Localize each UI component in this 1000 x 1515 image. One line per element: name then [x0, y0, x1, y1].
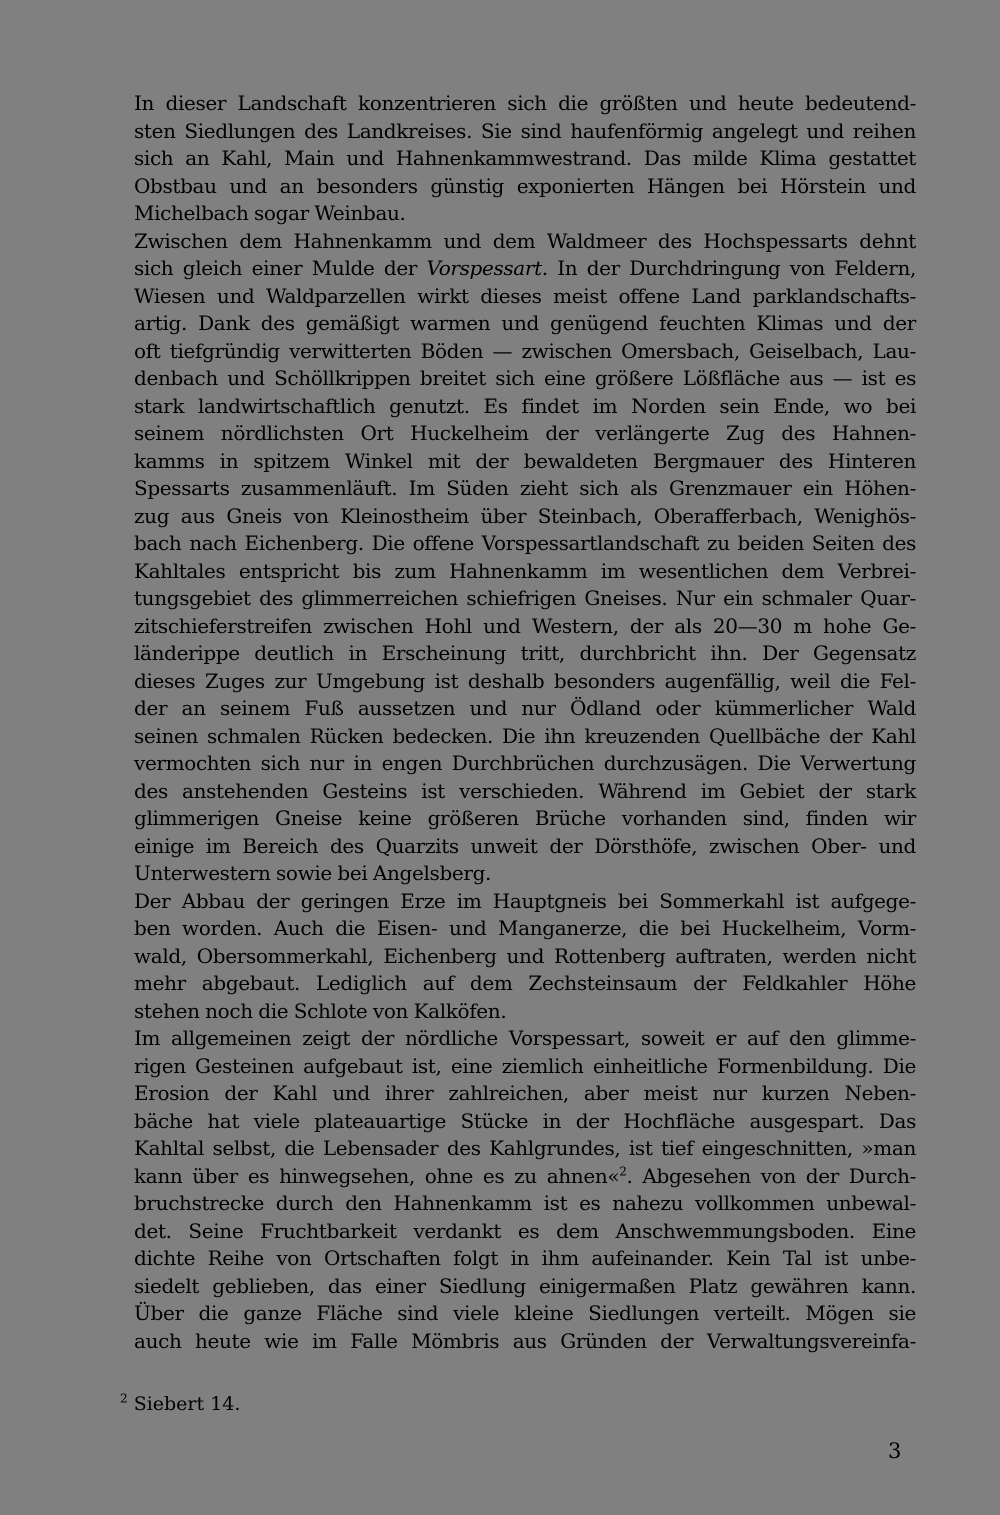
body-text: [134, 90, 916, 1355]
text-line: stark landwirtschaftlich genutzt. Es findet im Norden sein Ende, wo bei: [134, 393, 916, 418]
text-line: Im allgemeinen zeigt der nördliche Vorspessart, soweit er auf den glimme-: [134, 1026, 916, 1050]
text-line: Wiesen und Waldparzellen wirkt dieses meist offene Land parklandschafts-: [134, 283, 916, 308]
text-line: artig. Dank des gemäßigt warmen und genügend feuchten Klimas und der: [134, 311, 916, 335]
text-line: oft tiefgründig verwitterten Böden — zwischen Omersbach, Geiselbach, Lau-: [134, 338, 916, 363]
text-line: seinen schmalen Rücken bedecken. Die ihn kreuzenden Quellbäche der Kahl: [134, 723, 916, 748]
text-line: ben worden. Auch die Eisen- und Manganerze, die bei Huckelheim, Vorm-: [134, 916, 916, 940]
text-line: bruchstrecke durch den Hahnenkamm ist es nahezu vollkommen unbewal-: [134, 1191, 916, 1215]
text-line: des anstehenden Gesteins ist verschieden. Während im Gebiet der stark: [134, 778, 916, 803]
line-segment: sich gleich einer Mulde der: [134, 256, 427, 280]
line-segment: In der Durchdringung von Feldern,: [557, 256, 916, 280]
text-line: einige im Bereich des Quarzits unweit der Dörsthöfe, zwischen Ober- und: [134, 833, 916, 858]
text-line: Michelbach sogar Weinbau.: [134, 201, 406, 225]
text-line: Der Abbau der geringen Erze im Hauptgneis bei Sommerkahl ist aufgege-: [134, 888, 916, 913]
footnote-reference: 2: [619, 1163, 627, 1178]
text-line: bäche hat viele plateauartige Stücke in der Hochfläche ausgespart. Das: [134, 1108, 916, 1133]
text-line: stehen noch die Schlote von Kalköfen.: [134, 998, 507, 1023]
text-line: Kahltales entspricht bis zum Hahnenkamm im wesentlichen dem Verbrei-: [134, 558, 916, 583]
text-line: der an seinem Fuß aussetzen und nur Ödland oder kümmerlicher Wald: [134, 696, 916, 720]
footnote-marker: 2: [120, 1391, 128, 1406]
text-line: tungsgebiet des glimmerreichen schiefrigen Gneises. Nur ein schmaler Quar-: [134, 586, 916, 610]
text-line-with-footnote-ref: [134, 1163, 916, 1191]
page-number: 3: [888, 1439, 902, 1463]
text-line: bach nach Eichenberg. Die offene Vorspessartlandschaft zu beiden Seiten des: [134, 531, 916, 555]
text-line: Kahltal selbst, die Lebensader des Kahlgrundes, ist tief eingeschnitten, »man: [134, 1136, 916, 1160]
text-line: mehr abgebaut. Lediglich auf dem Zechsteinsaum der Feldkahler Höhe: [134, 971, 916, 995]
text-line: Erosion der Kahl und ihrer zahlreichen, aber meist nur kurzen Neben-: [134, 1081, 916, 1105]
text-line: Über die ganze Fläche sind viele kleine Siedlungen verteilt. Mögen sie: [134, 1301, 916, 1325]
text-line: vermochten sich nur in engen Durchbrüchen durchzusägen. Die Verwertung: [134, 751, 916, 775]
text-line: länderippe deutlich in Erscheinung tritt, durchbricht ihn. Der Gegensatz: [134, 641, 916, 665]
text-line: Unterwestern sowie bei Angelsberg.: [134, 861, 492, 885]
text-line: auch heute wie im Falle Mömbris aus Gründen der Verwaltungsvereinfa-: [134, 1328, 916, 1353]
text-line: rigen Gesteinen aufgebaut ist, eine ziemlich einheitliche Formenbildung. Die: [134, 1053, 916, 1078]
text-line: Obstbau und an besonders günstig exponierten Hängen bei Hörstein und: [134, 173, 916, 198]
text-line: det. Seine Fruchtbarkeit verdankt es dem Anschwemmungsboden. Eine: [134, 1218, 916, 1243]
text-line: kamms in spitzem Winkel mit der bewaldeten Bergmauer des Hinteren: [134, 448, 916, 473]
text-line: glimmerigen Gneise keine größeren Brüche vorhanden sind, finden wir: [134, 806, 916, 830]
text-line: sich an Kahl, Main und Hahnenkammwestrand. Das milde Klima gestattet: [134, 146, 916, 170]
text-line: Spessarts zusammenläuft. Im Süden zieht sich als Grenzmauer ein Höhen-: [134, 476, 916, 500]
italic-term: Vorspessart.: [426, 256, 548, 280]
text-line: denbach und Schöllkrippen breitet sich eine größere Lößfläche aus — ist es: [134, 366, 916, 390]
footnote: [120, 1390, 240, 1418]
footnote-text: Siebert 14.: [133, 1393, 241, 1415]
line-segment: kann über es hinwegsehen, ohne es zu ahnen«: [134, 1163, 620, 1188]
text-line: Zwischen dem Hahnenkamm und dem Waldmeer des Hochspessarts dehnt: [134, 228, 916, 253]
text-line: dieses Zuges zur Umgebung ist deshalb besonders augenfällig, weil die Fel-: [134, 668, 916, 693]
text-line: seinem nördlichsten Ort Huckelheim der verlängerte Zug des Hahnen-: [134, 421, 916, 445]
line-segment: . Abgesehen von der Durch-: [626, 1163, 917, 1188]
text-line: siedelt geblieben, das einer Siedlung einigermaßen Platz gewähren kann.: [134, 1273, 916, 1298]
text-line: sten Siedlungen des Landkreises. Sie sind haufenförmig angelegt und reihen: [134, 118, 916, 143]
text-line: zitschieferstreifen zwischen Hohl und Western, der als 20—30 m hohe Ge-: [134, 613, 916, 638]
text-line: In dieser Landschaft konzentrieren sich die größten und heute bedeutend-: [134, 91, 916, 115]
text-line: dichte Reihe von Ortschaften folgt in ihm aufeinander. Kein Tal ist unbe-: [134, 1246, 916, 1270]
text-line: wald, Obersommerkahl, Eichenberg und Rottenberg auftraten, werden nicht: [134, 943, 916, 968]
text-line-with-italic: [134, 255, 916, 283]
text-line: zug aus Gneis von Kleinostheim über Steinbach, Oberafferbach, Wenighös-: [134, 503, 916, 528]
